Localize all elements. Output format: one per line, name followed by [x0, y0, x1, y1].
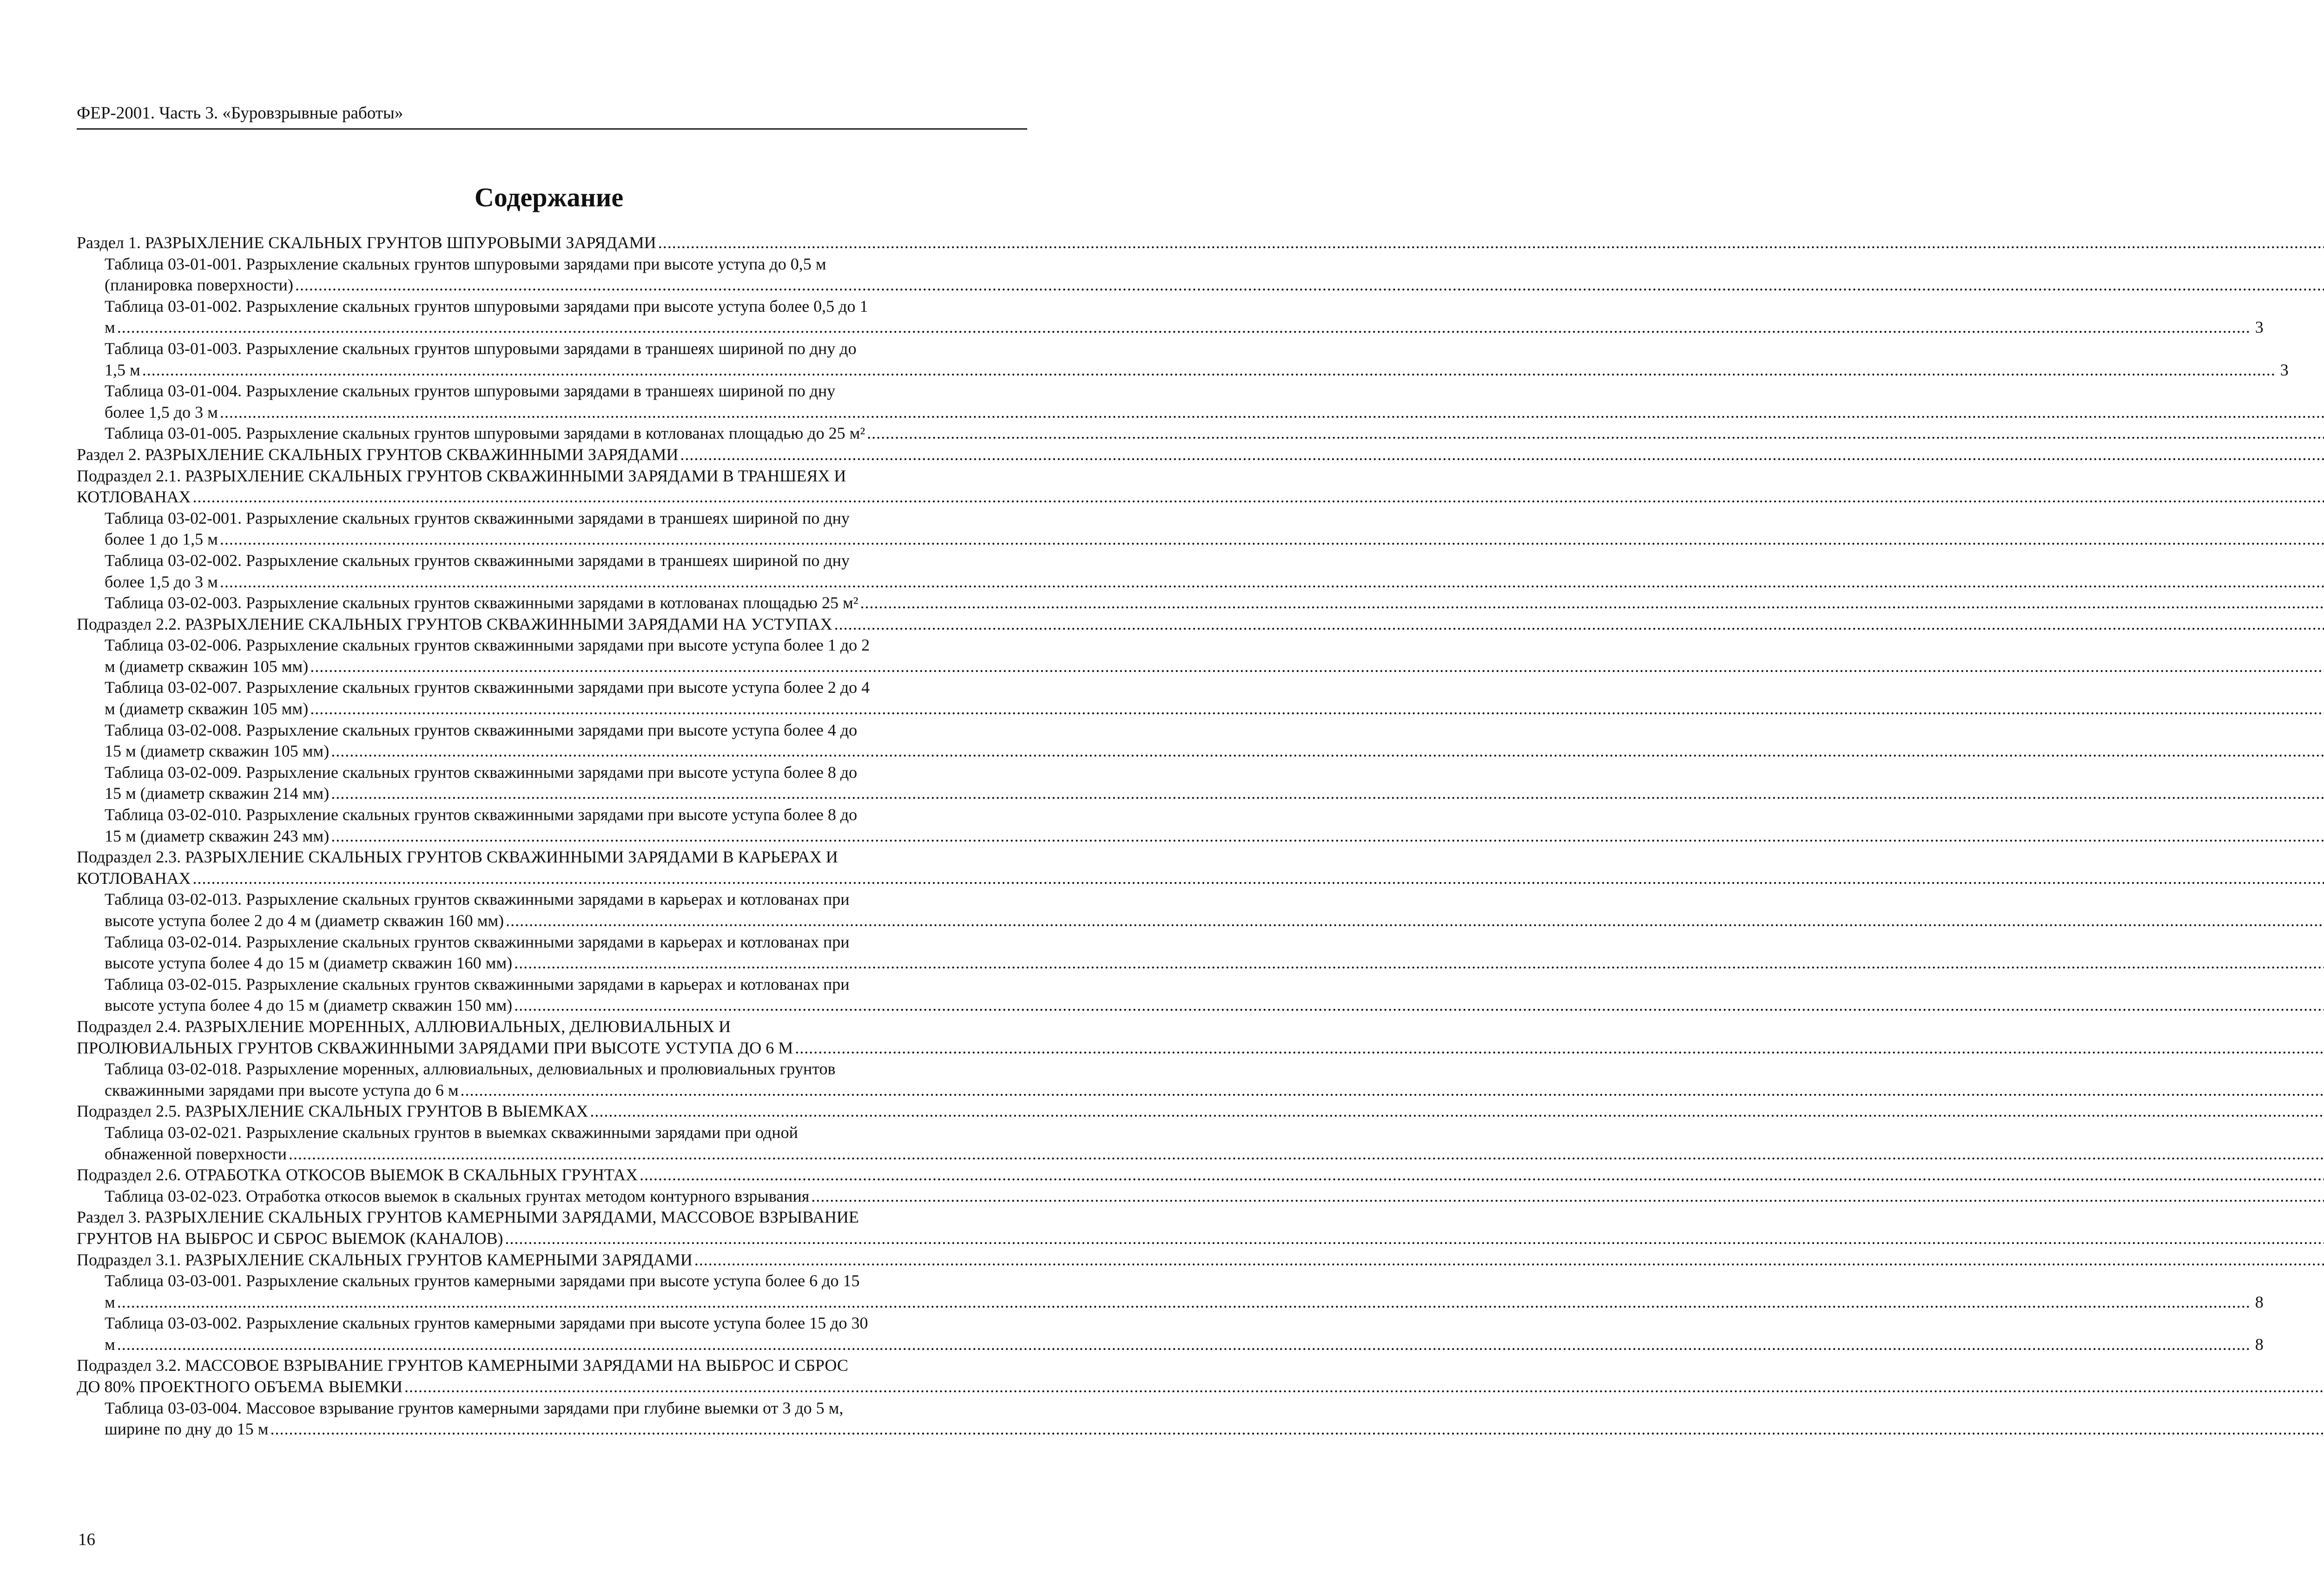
leader-dots — [220, 572, 2324, 593]
toc-entry-text: ГРУНТОВ НА ВЫБРОС И СБРОС ВЫЕМОК (КАНАЛОВ) — [77, 1229, 503, 1248]
leader-dots — [192, 487, 2324, 508]
leader-dots — [310, 656, 2324, 678]
toc-entry-text: Таблица 03-02-018. Разрыхление моренных, аллювиальных, делювиальных и пролювиальных грунтов — [105, 1059, 836, 1079]
toc-entry[interactable] — [77, 932, 1027, 974]
toc-entry-text: Таблица 03-02-015. Разрыхление скальных грунтов скважинными зарядами в карьерах и котлованах при — [105, 974, 850, 993]
toc-entry-text: Подраздел 2.3. РАЗРЫХЛЕНИЕ СКАЛЬНЫХ ГРУНТОВ СКВАЖИННЫМИ ЗАРЯДАМИ В КАРЬЕРАХ И — [77, 848, 838, 867]
toc-entry-text: Таблица 03-01-001. Разрыхление скальных грунтов шпуровыми зарядами при высоте уступа до 0,5 м — [105, 254, 826, 273]
leader-dots — [220, 529, 2324, 550]
toc-page-number: 3 — [2255, 318, 2264, 337]
toc-entry-text: Таблица 03-02-013. Разрыхление скальных грунтов скважинными зарядами в карьерах и котлованах при — [105, 890, 850, 909]
leader-dots — [142, 360, 2276, 381]
toc-entry-text: Таблица 03-01-005. Разрыхление скальных грунтов шпуровыми зарядами в котлованах площадью до 25 м² — [105, 424, 865, 443]
toc-entry[interactable] — [77, 889, 1027, 931]
toc-entry[interactable] — [77, 444, 1027, 466]
toc-entry[interactable] — [77, 1186, 1027, 1207]
toc-page-number: 8 — [2255, 1292, 2264, 1311]
leader-dots — [514, 995, 2324, 1016]
toc-entry[interactable] — [77, 614, 1027, 635]
toc-entry-text: 15 м (диаметр скважин 243 мм) — [105, 826, 330, 845]
leader-dots — [310, 698, 2324, 720]
toc-entry-text: Таблица 03-02-002. Разрыхление скальных грунтов скважинными зарядами в траншеях шириной по дну — [105, 551, 850, 570]
toc-entry[interactable] — [77, 1164, 1027, 1186]
toc-entry[interactable] — [77, 762, 1027, 804]
toc-entry[interactable] — [77, 1355, 1027, 1397]
toc-entry[interactable] — [77, 1122, 1027, 1164]
toc-entry-text: Раздел 1. РАЗРЫХЛЕНИЕ СКАЛЬНЫХ ГРУНТОВ ШПУРОВЫМИ ЗАРЯДАМИ — [77, 233, 656, 252]
toc-entry-text: более 1,5 до 3 м — [105, 572, 218, 591]
toc-entry[interactable] — [77, 1313, 2264, 1355]
leader-dots — [811, 1186, 2324, 1207]
toc-entry-text: ДО 80% ПРОЕКТНОГО ОБЪЕМА ВЫЕМКИ — [77, 1377, 403, 1396]
leader-dots — [220, 402, 2324, 423]
toc-entry-text: высоте уступа более 4 до 15 м (диаметр скважин 160 мм) — [105, 954, 513, 973]
leader-dots — [270, 1419, 2324, 1440]
toc-entry-text: Раздел 2. РАЗРЫХЛЕНИЕ СКАЛЬНЫХ ГРУНТОВ СКВАЖИННЫМИ ЗАРЯДАМИ — [77, 445, 679, 464]
leader-dots — [640, 1164, 2324, 1186]
leader-dots — [295, 275, 2324, 296]
toc-entry-text: Таблица 03-03-002. Разрыхление скальных грунтов камерными зарядами при высоте уступа более 15 до 30 — [105, 1314, 868, 1333]
leader-dots — [590, 1101, 2324, 1122]
toc-entry[interactable] — [77, 550, 1027, 592]
toc-entry-text: (планировка поверхности) — [105, 276, 293, 295]
toc-entry[interactable] — [77, 1059, 1027, 1101]
toc-entry-text: высоте уступа более 2 до 4 м (диаметр скважин 160 мм) — [105, 911, 504, 930]
toc-entry-text: Таблица 03-02-008. Разрыхление скальных грунтов скважинными зарядами при высоте уступа более 4 до — [105, 720, 858, 739]
toc-entry-text: Таблица 03-02-021. Разрыхление скальных грунтов в выемках скважинными зарядами при одной — [105, 1123, 798, 1142]
toc-entry[interactable] — [77, 1207, 1027, 1249]
toc-entry-text: 15 м (диаметр скважин 105 мм) — [105, 742, 330, 761]
toc-entry[interactable] — [77, 804, 1027, 847]
toc-entry-text: Таблица 03-01-004. Разрыхление скальных грунтов шпуровыми зарядами в траншеях шириной по дну — [105, 382, 836, 401]
toc-entry[interactable] — [77, 1016, 1027, 1059]
leader-dots — [192, 868, 2324, 889]
toc-entry-text: обнаженной поверхности — [105, 1144, 287, 1163]
leader-dots — [117, 317, 2251, 338]
page-title: Содержание — [474, 182, 624, 212]
toc-entry[interactable] — [77, 1398, 1027, 1440]
toc-entry-text: 1,5 м — [105, 360, 140, 379]
toc-entry-text: ширине по дну до 15 м — [105, 1420, 269, 1439]
toc-entry[interactable] — [77, 1101, 1027, 1122]
toc-entry-text: КОТЛОВАНАХ — [77, 868, 191, 888]
toc-entry[interactable] — [77, 338, 2289, 381]
toc-entry-text: более 1,5 до 3 м — [105, 402, 218, 421]
leader-dots — [834, 614, 2324, 635]
toc-entry-text: Таблица 03-02-014. Разрыхление скальных грунтов скважинными зарядами в карьерах и котлованах при — [105, 932, 850, 951]
toc-entry[interactable] — [77, 974, 1027, 1016]
toc-entry-text: Таблица 03-02-006. Разрыхление скальных грунтов скважинными зарядами при высоте уступа более 1 до 2 — [105, 636, 870, 655]
leader-dots — [289, 1144, 2324, 1165]
toc-entry-text: Подраздел 2.2. РАЗРЫХЛЕНИЕ СКАЛЬНЫХ ГРУНТОВ СКВАЖИННЫМИ ЗАРЯДАМИ НА УСТУПАХ — [77, 614, 832, 633]
leader-dots — [460, 1080, 2324, 1101]
leader-dots — [506, 910, 2324, 932]
toc-entry[interactable] — [77, 381, 1027, 423]
leader-dots — [505, 1228, 2324, 1250]
leader-dots — [117, 1292, 2251, 1313]
toc-entry[interactable] — [77, 232, 1027, 254]
toc-entry-text: Раздел 3. РАЗРЫХЛЕНИЕ СКАЛЬНЫХ ГРУНТОВ КАМЕРНЫМИ ЗАРЯДАМИ, МАССОВОЕ ВЗРЫВАНИЕ — [77, 1208, 859, 1227]
toc-entry-text: Таблица 03-03-001. Разрыхление скальных грунтов камерными зарядами при высоте уступа более 6 до 15 — [105, 1271, 860, 1290]
toc-entry[interactable] — [77, 720, 1027, 762]
toc-entry-text: Таблица 03-02-001. Разрыхление скальных грунтов скважинными зарядами в траншеях шириной по дну — [105, 508, 850, 527]
toc-entry[interactable] — [77, 592, 1027, 614]
toc-entry[interactable] — [77, 466, 1027, 508]
leader-dots — [404, 1376, 2324, 1398]
running-header: ФЕР-2001. Часть 3. «Буровзрывные работы» — [77, 103, 1027, 130]
leader-dots — [658, 232, 2324, 254]
toc-entry-text: Подраздел 2.6. ОТРАБОТКА ОТКОСОВ ВЫЕМОК В СКАЛЬНЫХ ГРУНТАХ — [77, 1165, 638, 1184]
toc-entry-text: м — [105, 1292, 115, 1311]
toc-entry-text: м — [105, 1335, 115, 1354]
toc-entry-text: Таблица 03-03-004. Массовое взрывание грунтов камерными зарядами при глубине выемки от 3 до 5 м, — [105, 1398, 844, 1417]
leader-dots — [514, 953, 2324, 974]
leader-dots — [694, 1250, 2324, 1271]
toc-entry-text: м (диаметр скважин 105 мм) — [105, 699, 309, 718]
toc-entry-text: КОТЛОВАНАХ — [77, 487, 191, 507]
leader-dots — [331, 826, 2324, 847]
toc-entry-text: ПРОЛЮВИАЛЬНЫХ ГРУНТОВ СКВАЖИННЫМИ ЗАРЯДАМИ ПРИ ВЫСОТЕ УСТУПА ДО 6 М — [77, 1038, 793, 1057]
toc-entry[interactable] — [77, 508, 1027, 550]
toc-entry-text: Подраздел 3.2. МАССОВОЕ ВЗРЫВАНИЕ ГРУНТОВ КАМЕРНЫМИ ЗАРЯДАМИ НА ВЫБРОС И СБРОС — [77, 1356, 848, 1375]
toc-entry-text: Таблица 03-01-002. Разрыхление скальных грунтов шпуровыми зарядами при высоте уступа более 0,5 до 1 — [105, 296, 868, 316]
toc-page-number: 8 — [2255, 1335, 2264, 1354]
toc-entry[interactable] — [77, 296, 2264, 338]
toc-entry-text: высоте уступа более 4 до 15 м (диаметр скважин 150 мм) — [105, 996, 513, 1015]
toc-entry[interactable] — [77, 677, 1027, 719]
toc-entry-text: 15 м (диаметр скважин 214 мм) — [105, 784, 330, 803]
toc-entry-text: скважинными зарядами при высоте уступа до 6 м — [105, 1080, 459, 1099]
leader-dots — [867, 423, 2324, 444]
toc-entry-text: Таблица 03-02-003. Разрыхление скальных грунтов скважинными зарядами в котлованах площадью 25 м² — [105, 593, 858, 612]
toc-entry-text: Таблица 03-02-010. Разрыхление скальных грунтов скважинными зарядами при высоте уступа более 8 до — [105, 805, 858, 824]
toc-entry[interactable] — [77, 847, 1027, 889]
toc-entry-text: Таблица 03-02-023. Отработка откосов выемок в скальных грунтах методом контурного взрывания — [105, 1186, 810, 1205]
leader-dots — [860, 592, 2324, 614]
toc-entry[interactable] — [77, 1250, 1027, 1271]
toc-entry-text: Подраздел 2.5. РАЗРЫХЛЕНИЕ СКАЛЬНЫХ ГРУНТОВ В ВЫЕМКАХ — [77, 1102, 588, 1121]
table-of-contents — [77, 232, 2289, 1440]
leader-dots — [331, 741, 2324, 762]
toc-entry-text: м (диаметр скважин 105 мм) — [105, 657, 309, 676]
toc-entry-text: Подраздел 2.4. РАЗРЫХЛЕНИЕ МОРЕННЫХ, АЛЛЮВИАЛЬНЫХ, ДЕЛЮВИАЛЬНЫХ И — [77, 1017, 731, 1036]
toc-page-number: 3 — [2280, 360, 2289, 379]
toc-entry-text: Таблица 03-02-009. Разрыхление скальных грунтов скважинными зарядами при высоте уступа более 8 до — [105, 763, 858, 782]
leader-dots — [331, 783, 2324, 804]
toc-entry-text: Подраздел 2.1. РАЗРЫХЛЕНИЕ СКАЛЬНЫХ ГРУНТОВ СКВАЖИННЫМИ ЗАРЯДАМИ В ТРАНШЕЯХ И — [77, 466, 846, 485]
page-number: 16 — [78, 1530, 95, 1549]
leader-dots — [680, 444, 2324, 466]
toc-entry-text: Подраздел 3.1. РАЗРЫХЛЕНИЕ СКАЛЬНЫХ ГРУНТОВ КАМЕРНЫМИ ЗАРЯДАМИ — [77, 1250, 693, 1269]
leader-dots — [795, 1038, 2324, 1059]
toc-entry[interactable] — [77, 423, 1027, 444]
toc-entry-text: более 1 до 1,5 м — [105, 530, 218, 549]
toc-entry-text: Таблица 03-02-007. Разрыхление скальных грунтов скважинными зарядами при высоте уступа более 2 до 4 — [105, 678, 870, 697]
toc-entry[interactable] — [77, 635, 1027, 677]
toc-entry[interactable] — [77, 254, 1027, 296]
toc-entry-text: м — [105, 318, 115, 337]
toc-entry[interactable] — [77, 1270, 2264, 1313]
toc-entry-text: Таблица 03-01-003. Разрыхление скальных грунтов шпуровыми зарядами в траншеях шириной по дну до — [105, 339, 857, 358]
leader-dots — [117, 1334, 2251, 1355]
